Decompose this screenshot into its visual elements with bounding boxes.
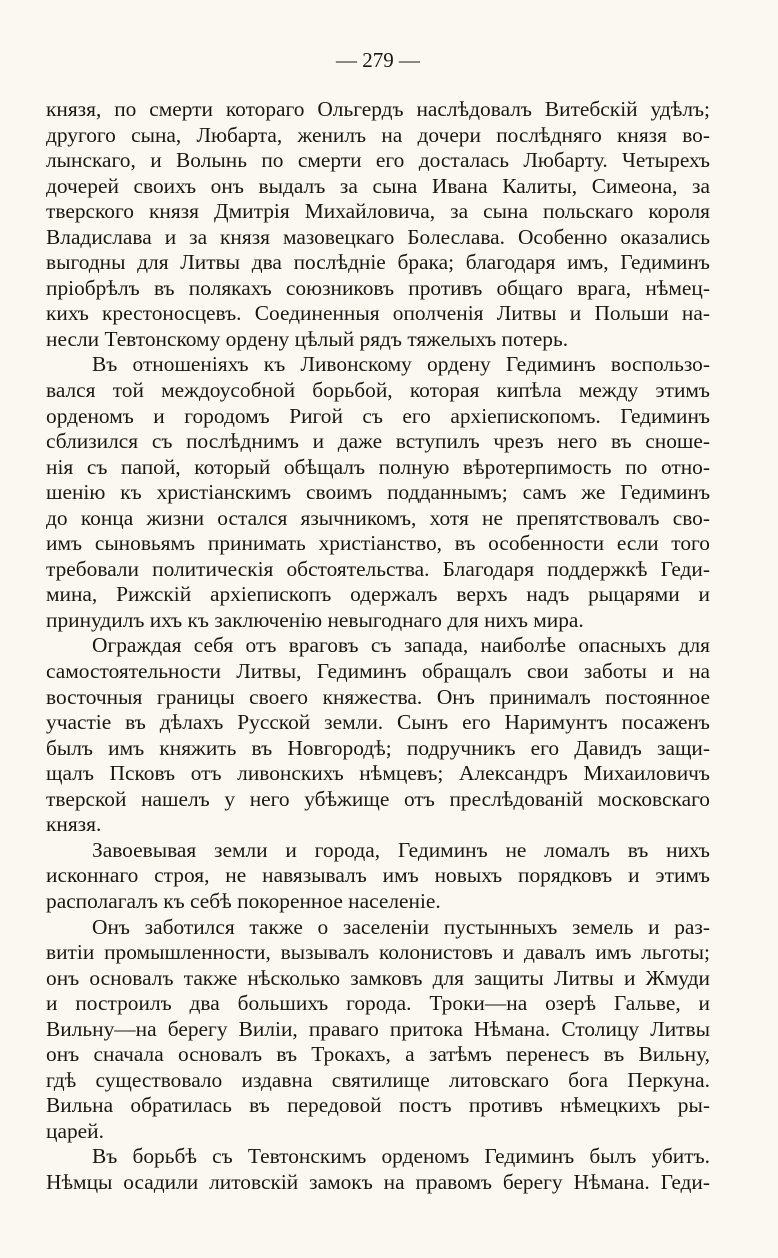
text-line: лынскаго, и Волынь по смерти его досталась Любарту. Четырехъ xyxy=(46,148,710,173)
page-number: — 279 — xyxy=(336,48,420,72)
body-text xyxy=(46,97,710,1196)
text-line: кихъ крестоносцевъ. Соединенныя ополченія Литвы и Польши на- xyxy=(46,301,710,326)
text-line: восточныя границы своего княжества. Онъ принималъ постоянное xyxy=(46,684,710,709)
text-line: принудилъ ихъ къ заключенію невыгоднаго для нихъ мира. xyxy=(46,607,584,632)
text-line: Завоевывая земли и города, Гедиминъ не ломалъ въ нихъ xyxy=(92,837,710,862)
text-line: Владислава и за князя мазовецкаго Болеслава. Особенно оказались xyxy=(46,224,710,249)
text-line: онъ сначала основалъ въ Трокахъ, а затѣмъ перенесъ въ Вильну, xyxy=(46,1042,710,1067)
text-line: выгодны для Литвы два послѣдніе брака; благодаря имъ, Гедиминъ xyxy=(46,250,710,275)
text-line: Вильну—на берегу Виліи, праваго притока Нѣмана. Столицу Литвы xyxy=(46,1016,710,1041)
text-line: имъ сыновьямъ принимать христіанство, въ особенности если того xyxy=(46,531,710,556)
text-line: до конца жизни остался язычникомъ, хотя не препятствовалъ сво- xyxy=(46,505,710,530)
text-line: орденомъ и городомъ Ригой съ его архіепископомъ. Гедиминъ xyxy=(46,403,710,428)
text-line: самостоятельности Литвы, Гедиминъ обращалъ свои заботы и на xyxy=(46,659,710,684)
text-line: Нѣмцы осадили литовскій замокъ на правомъ берегу Нѣмана. Геди- xyxy=(46,1169,710,1194)
text-line: мина, Рижскій архіепископъ одержалъ верхъ надъ рыцарями и xyxy=(46,582,710,607)
text-line: витіи промышленности, вызывалъ колонистовъ и давалъ имъ льготы; xyxy=(46,940,710,965)
text-line: Въ отношеніяхъ къ Ливонскому ордену Гедиминъ воспользо- xyxy=(92,352,710,377)
text-line: дочерей своихъ онъ выдалъ за сына Ивана Калиты, Симеона, за xyxy=(46,173,710,198)
text-line: и построилъ два большихъ города. Троки—на озерѣ Гальве, и xyxy=(46,991,710,1016)
text-line: пріобрѣлъ въ полякахъ союзниковъ противъ общаго врага, нѣмец- xyxy=(46,275,710,300)
text-line: Вильна обратилась въ передовой постъ противъ нѣмецкихъ ры- xyxy=(46,1093,710,1118)
text-line: онъ основалъ также нѣсколько замковъ для защиты Литвы и Жмуди xyxy=(46,965,710,990)
text-line: вался той междоусобной борьбой, которая кипѣла между этимъ xyxy=(46,378,710,403)
text-line: гдѣ существовало издавна святилище литовскаго бога Перкуна. xyxy=(46,1067,710,1092)
text-line: тверского князя Дмитрія Михайловича, за сына польскаго короля xyxy=(46,199,710,224)
text-line: Ограждая себя отъ враговъ съ запада, наиболѣе опасныхъ для xyxy=(92,633,710,658)
text-line: исконнаго строя, не навязывалъ имъ новыхъ порядковъ и этимъ xyxy=(46,863,710,888)
text-line: другого сына, Любарта, женилъ на дочери послѣдняго князя во- xyxy=(46,122,710,147)
text-line: сблизился съ послѣднимъ и даже вступилъ чрезъ него въ сноше- xyxy=(46,429,710,454)
text-line: участіе въ дѣлахъ Русской земли. Сынъ его Наримунтъ посаженъ xyxy=(46,710,710,735)
text-line: располагалъ къ себѣ покоренное населеніе. xyxy=(46,888,441,913)
text-line: нія съ папой, который обѣщалъ полную вѣротерпимость по отно- xyxy=(46,454,710,479)
text-line: Онъ заботился также о заселеніи пустынныхъ земель и раз- xyxy=(92,914,710,939)
text-line: шенію къ христіанскимъ своимъ подданнымъ; самъ же Гедиминъ xyxy=(46,480,710,505)
text-line: Въ борьбѣ съ Тевтонскимъ орденомъ Гедиминъ былъ убитъ. xyxy=(92,1144,710,1169)
text-line: царей. xyxy=(46,1118,104,1143)
text-line: требовали политическія обстоятельства. Благодаря поддержкѣ Геди- xyxy=(46,556,710,581)
text-line: князя, по смерти котораго Ольгердъ наслѣдовалъ Витебскій удѣлъ; xyxy=(46,97,710,121)
text-line: князя. xyxy=(46,812,102,837)
text-line: былъ имъ княжить въ Новгородѣ; подручникъ его Давидъ защи- xyxy=(46,735,710,760)
text-line: щалъ Псковъ отъ ливонскихъ нѣмцевъ; Александръ Михаиловичъ xyxy=(46,761,710,786)
text-line: тверской нашелъ у него убѣжище отъ преслѣдованій московскаго xyxy=(46,786,710,811)
text-line: несли Тевтонскому ордену цѣлый рядъ тяжелыхъ потерь. xyxy=(46,326,569,351)
